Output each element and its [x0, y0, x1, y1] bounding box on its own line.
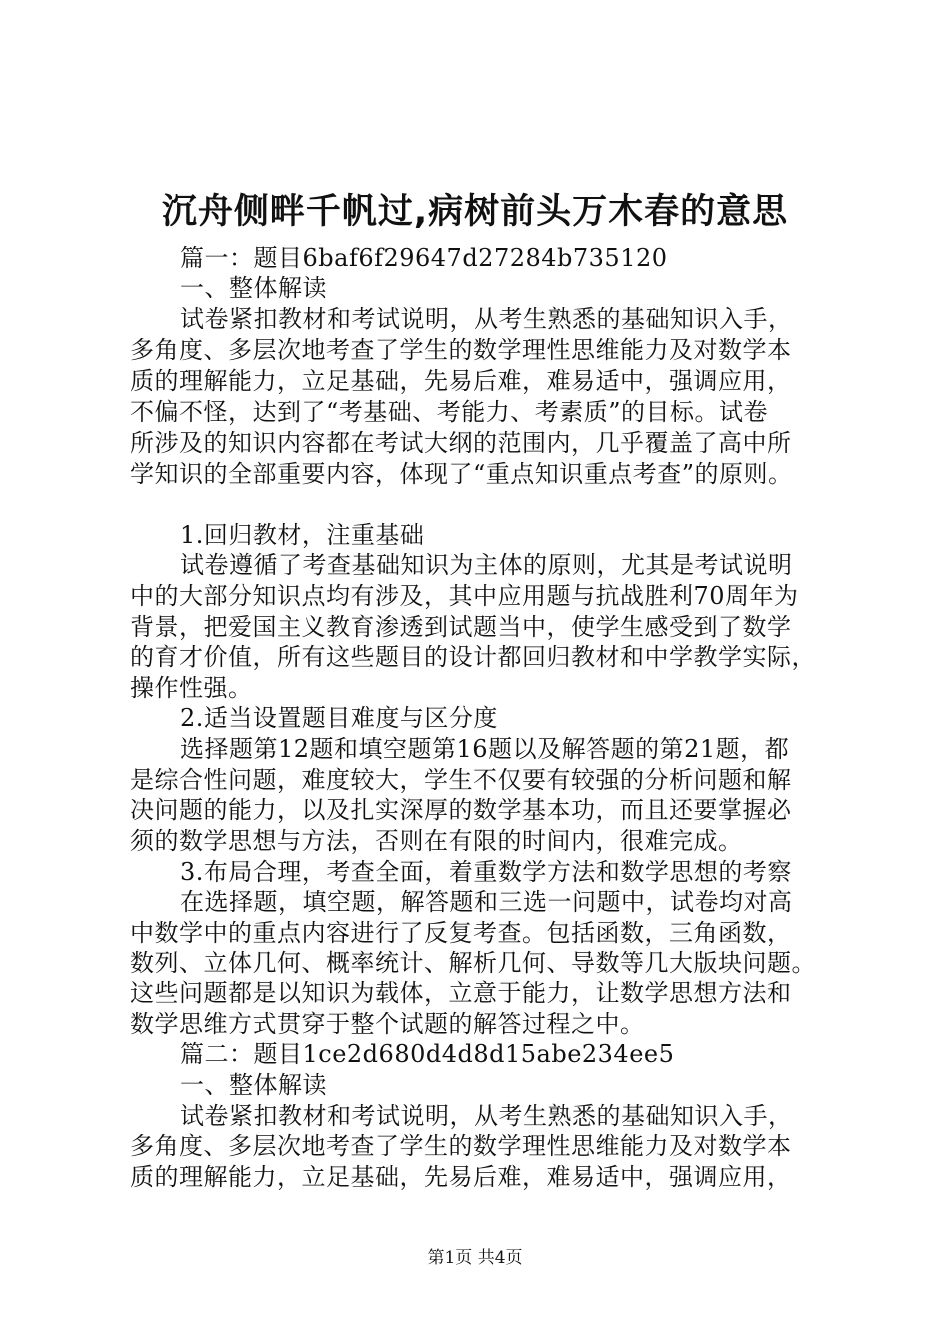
paragraph-line: 操作性强。: [130, 674, 253, 702]
paragraph-line: 在选择题，填空题，解答题和三选一问题中，试卷均对高: [180, 888, 793, 916]
paragraph-line: 所涉及的知识内容都在考试大纲的范围内，几乎覆盖了高中所: [130, 429, 792, 457]
point-heading: 3.布局合理，考查全面，着重数学方法和数学思想的考察: [180, 858, 792, 886]
point-heading: 1.回归教材，注重基础: [180, 521, 425, 549]
page-footer: 第1页 共4页: [427, 1248, 523, 1268]
paragraph-line: 质的理解能力，立足基础，先易后难，难易适中，强调应用，: [130, 1163, 792, 1191]
subsection-heading: 一、整体解读: [180, 274, 327, 302]
paragraph-line: 多角度、多层次地考查了学生的数学理性思维能力及对数学本: [130, 1132, 792, 1160]
paragraph-line: 试卷紧扣教材和考试说明，从考生熟悉的基础知识入手，: [180, 305, 793, 333]
point-heading: 2.适当设置题目难度与区分度: [180, 704, 498, 732]
document-title: 沉舟侧畔千帆过,病树前头万木春的意思: [161, 192, 789, 232]
section-heading: 篇二：题目1ce2d680d4d8d15abe234ee5: [180, 1040, 675, 1068]
paragraph-line: 选择题第12题和填空题第16题以及解答题的第21题，都: [180, 735, 790, 763]
paragraph-line: 的育才价值，所有这些题目的设计都回归教材和中学教学实际，: [130, 643, 816, 671]
paragraph-line: 这些问题都是以知识为载体，立意于能力，让数学思想方法和: [130, 979, 792, 1007]
paragraph-line: 决问题的能力，以及扎实深厚的数学基本功，而且还要掌握必: [130, 796, 792, 824]
paragraph-line: 须的数学思想与方法，否则在有限的时间内，很难完成。: [130, 827, 743, 855]
paragraph-line: 试卷紧扣教材和考试说明，从考生熟悉的基础知识入手，: [180, 1102, 793, 1130]
paragraph-line: 学知识的全部重要内容，体现了“重点知识重点考查”的原则。: [130, 460, 793, 488]
paragraph-line: 中数学中的重点内容进行了反复考查。包括函数，三角函数，: [130, 919, 792, 947]
section-heading: 篇一：题目6baf6f29647d27284b735120: [180, 244, 668, 272]
paragraph-line: 多角度、多层次地考查了学生的数学理性思维能力及对数学本: [130, 336, 792, 364]
subsection-heading: 一、整体解读: [180, 1071, 327, 1099]
paragraph-line: 数列、立体几何、概率统计、解析几何、导数等几大版块问题。: [130, 949, 816, 977]
paragraph-line: 数学思维方式贯穿于整个试题的解答过程之中。: [130, 1010, 645, 1038]
paragraph-line: 背景，把爱国主义教育渗透到试题当中，使学生感受到了数学: [130, 613, 792, 641]
paragraph-line: 试卷遵循了考查基础知识为主体的原则，尤其是考试说明: [180, 551, 793, 579]
paragraph-line: 是综合性问题，难度较大，学生不仅要有较强的分析问题和解: [130, 766, 792, 794]
paragraph-line: 质的理解能力，立足基础，先易后难，难易适中，强调应用，: [130, 367, 792, 395]
paragraph-line: 中的大部分知识点均有涉及，其中应用题与抗战胜利70周年为: [130, 582, 799, 610]
paragraph-line: 不偏不怪，达到了“考基础、考能力、考素质”的目标。试卷: [130, 398, 769, 426]
